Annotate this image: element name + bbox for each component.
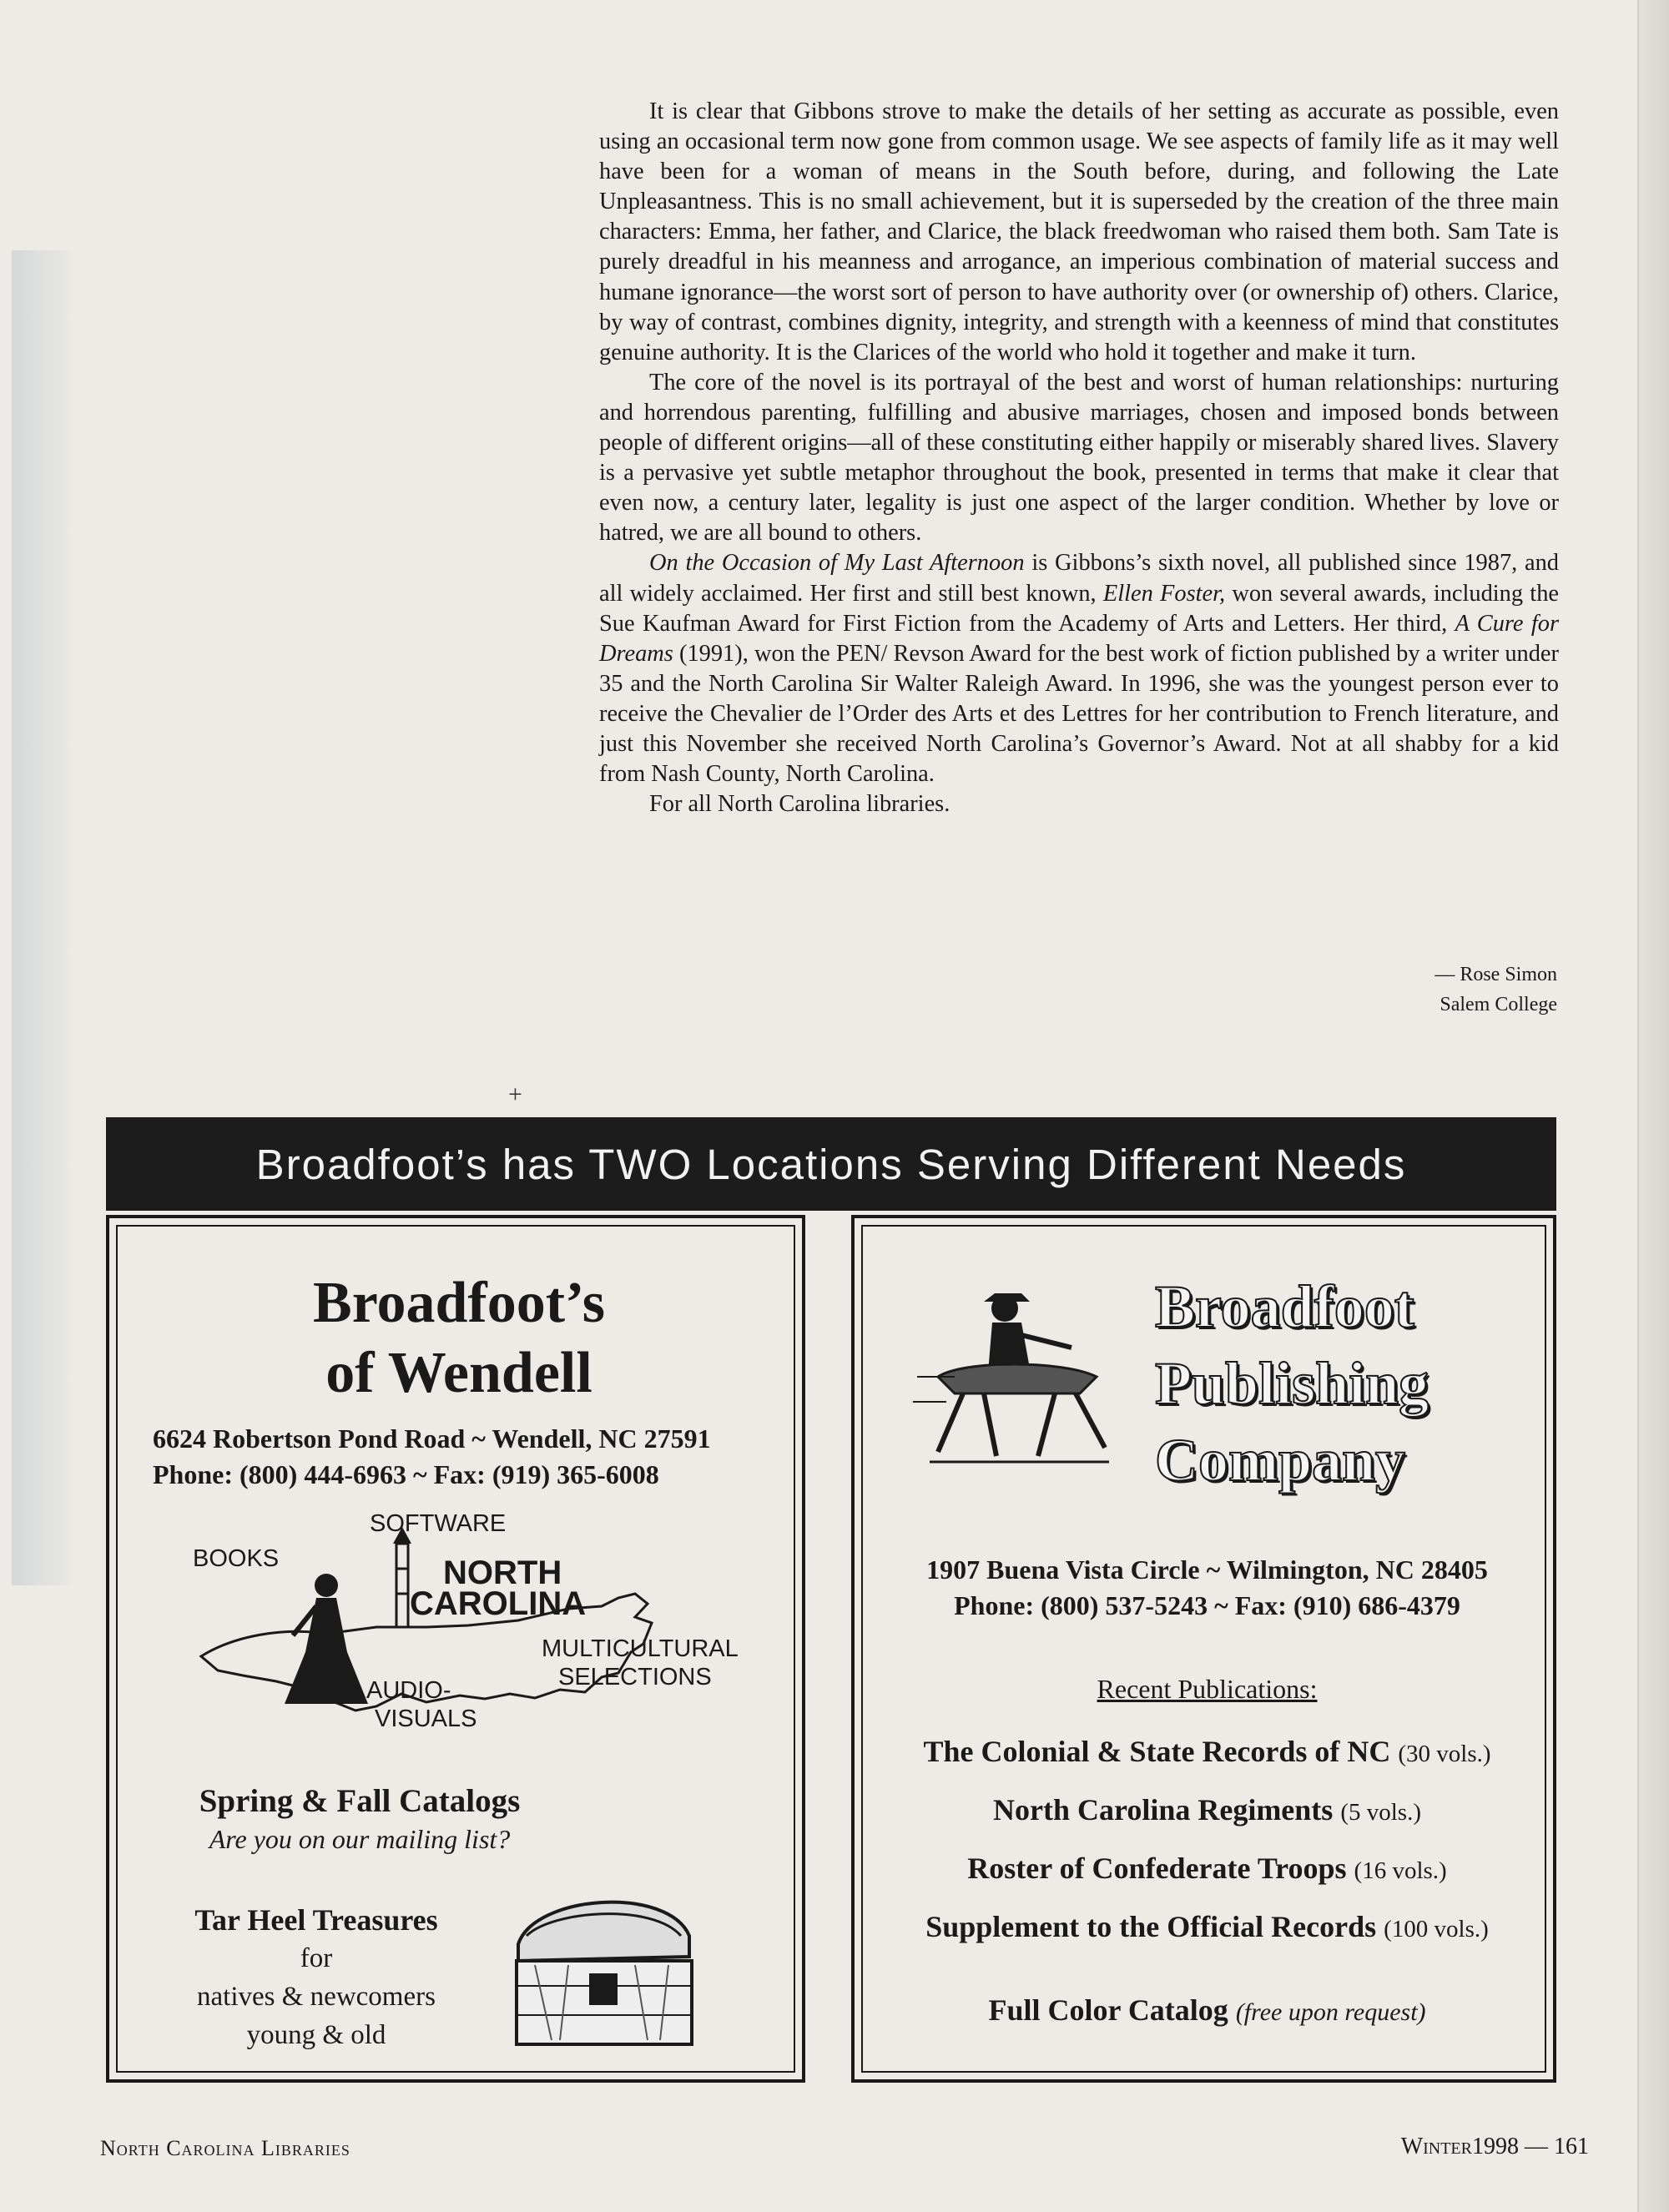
map-label-selections: SELECTIONS (558, 1664, 712, 1690)
mailing-list-text: Are you on our mailing list? (209, 1824, 511, 1854)
book-title: Ellen Foster, (1102, 580, 1226, 607)
map-label-visuals: VISUALS (375, 1706, 477, 1732)
wendell-title (109, 1268, 809, 1408)
page-number: 161 (1554, 2134, 1589, 2159)
bleed-through-shadow (12, 250, 70, 1585)
wendell-title-line1: Broadfoot’s (313, 1271, 605, 1335)
publication-title: The Colonial & State Records of NC (923, 1735, 1391, 1768)
tar-heel-treasures (149, 1901, 483, 2054)
wendell-contact (153, 1421, 711, 1493)
wendell-ad-box (106, 1215, 805, 2083)
page-footer (1401, 2134, 1589, 2160)
publication-volumes: (16 vols.) (1354, 1857, 1447, 1884)
publication-volumes: (30 vols.) (1398, 1741, 1491, 1767)
publishing-title-line3: Company (1155, 1427, 1406, 1494)
map-label-carolina: CAROLINA (410, 1585, 587, 1622)
catalogs-heading: Spring & Fall Catalogs (199, 1783, 521, 1819)
book-title: On the Occasion of My Last Afternoon (649, 550, 1025, 577)
publication-title: Full Color Catalog (988, 1993, 1228, 2027)
publication-title: Supplement to the Official Records (925, 1910, 1377, 1943)
review-paragraph (599, 548, 1559, 789)
recent-publications-heading: Recent Publications: (1097, 1674, 1318, 1704)
publication-item (855, 1781, 1560, 1839)
nc-map-illustration (168, 1510, 752, 1752)
review-byline (1435, 960, 1557, 1020)
publishing-contact (855, 1552, 1560, 1624)
issue-season: Winter (1400, 2134, 1472, 2159)
publishing-phone: Phone: (800) 537-5243 ~ Fax: (910) 686-4379 (954, 1590, 1460, 1620)
publication-item (855, 1981, 1560, 2039)
publication-item (855, 1722, 1560, 1781)
review-paragraph (599, 368, 1559, 549)
rider-icon (905, 1268, 1122, 1485)
treasures-line1: Tar Heel Treasures (194, 1903, 438, 1937)
publication-volumes: (100 vols.) (1384, 1916, 1489, 1942)
map-label-multicultural: MULTICULTURAL (542, 1635, 739, 1662)
publications-list (855, 1722, 1560, 2039)
byline-affiliation: Salem College (1440, 994, 1557, 1015)
treasures-line2: for (300, 1943, 333, 1973)
text-run: The core of the novel is its portrayal of the best and worst of human relationships: nurturing and horrendous parenting, fulfilling and abusive marriages, chosen and imposed bonds between people of different origins—all of these constituting either happily or miserably shared lives. Slavery is a pervasive yet subtle metaphor throughout the book, presented in terms that make it clear that even now, a century later, legality is just one aspect of the larger condition. Whether by love or hatred, we are all bound to others. (599, 369, 1559, 547)
wendell-phone: Phone: (800) 444-6963 ~ Fax: (919) 365-6008 (153, 1459, 659, 1489)
registration-mark: + (508, 1081, 522, 1108)
publication-title: Roster of Confederate Troops (967, 1852, 1347, 1885)
review-paragraph (599, 789, 1559, 819)
page-edge (1637, 0, 1669, 2212)
treasures-line4: young & old (246, 2020, 386, 2050)
footer-separator: — (1525, 2134, 1548, 2159)
issue-year: 1998 (1472, 2134, 1519, 2159)
text-run: won several awards, including the Sue Kaufman Award for First Fiction from the Academy of Arts and Letters. Her third, (599, 580, 1559, 637)
ad-banner: Broadfoot’s has TWO Locations Serving Different Needs (106, 1117, 1556, 1211)
publishing-ad-box (851, 1215, 1556, 2083)
review-text (599, 97, 1559, 819)
publication-item (855, 1839, 1560, 1897)
map-label-audio: AUDIO- (366, 1677, 451, 1704)
publishing-address: 1907 Buena Vista Circle ~ Wilmington, NC 28405 (926, 1554, 1488, 1585)
byline-name: — Rose Simon (1435, 964, 1557, 985)
map-label-books: BOOKS (193, 1545, 280, 1572)
map-label-software: SOFTWARE (370, 1510, 507, 1537)
text-run: For all North Carolina libraries. (649, 791, 950, 818)
map-label-north: NORTH (443, 1554, 562, 1591)
text-run: (1991), won the PEN/ Revson Award for the best work of fiction published by a writer under 35 and the North Carolina Sir Walter Raleigh Award. In 1996, she was the youngest person ever to receive the Chevalier de l’Order des Arts et des Lettres for her contribution to French literature, and just this November she received North Carolina’s Governor’s Award. Not at all shabby for a kid from Nash County, North Carolina. (599, 640, 1559, 788)
wendell-title-line2: of Wendell (325, 1341, 592, 1405)
publishing-title-line2: Publishing (1155, 1350, 1429, 1417)
text-run: It is clear that Gibbons strove to make the details of her setting as accurate as possible, even using an occasional term now gone from common usage. We see aspects of family life as it may well have been for a woman of means in the South before, during, and following the Late Unpleasantness. This is no small achievement, but it is superseded by the creation of the three main characters: Emma, her father, and Clarice, the black freedwoman who raised them both. Sam Tate is purely dreadful in his meanness and arrogance, an imperious combination of material success and humane ignorance—the worst sort of person to have authority over (or ownership of) others. Clarice, by way of contrast, combines dignity, integrity, and strength with a keenness of mind that constitutes genuine authority. It is the Clarices of the world who hold it together and make it turn. (599, 98, 1559, 365)
text-run: is Gibbons’s sixth novel, all published since 1987, and all widely acclaimed. Her first and still best known, (599, 550, 1559, 607)
review-paragraph (599, 97, 1559, 368)
journal-name: North Carolina Libraries (100, 2136, 350, 2160)
treasures-line3: natives & newcomers (197, 1982, 436, 2012)
publication-item (855, 1897, 1560, 1956)
book-title: A Cure for Dreams (599, 610, 1559, 667)
publishing-title (1155, 1268, 1429, 1499)
publication-title: North Carolina Regiments (993, 1793, 1334, 1827)
wendell-address: 6624 Robertson Pond Road ~ Wendell, NC 27591 (153, 1423, 711, 1454)
treasure-chest-icon (502, 1877, 702, 2053)
publishing-title-line1: Broadfoot (1155, 1273, 1414, 1340)
publication-volumes: (5 vols.) (1340, 1799, 1421, 1826)
publication-note: (free upon request) (1235, 1998, 1426, 2026)
